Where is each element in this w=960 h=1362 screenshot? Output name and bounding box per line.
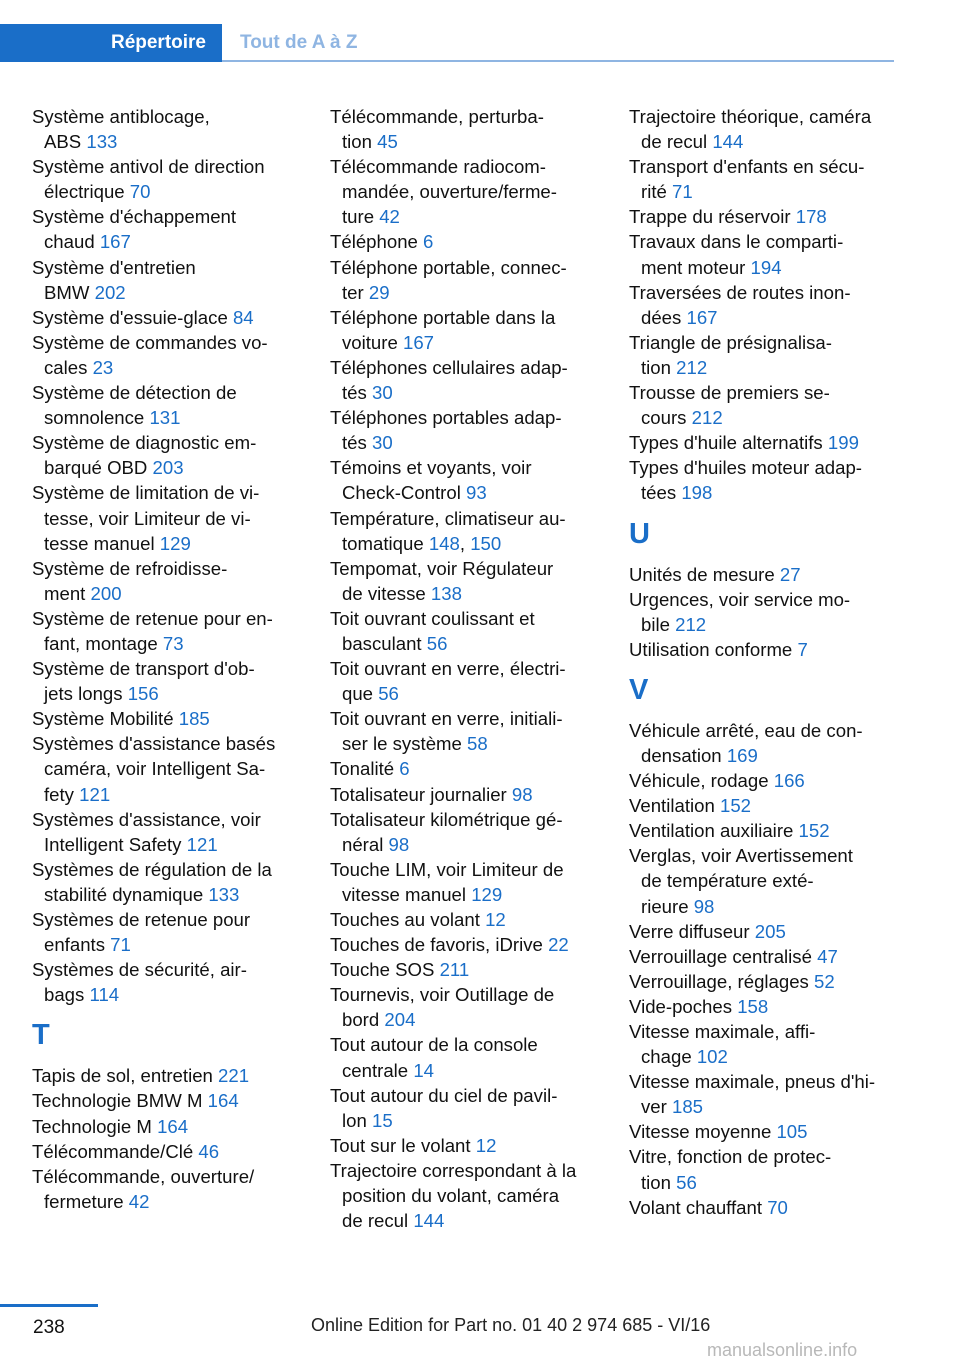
index-entry	[330, 1133, 620, 1158]
index-entry-text: Système d'entretien BMW	[32, 256, 196, 303]
index-entry-text: Témoins et voyants, voir Check-Control	[330, 457, 532, 504]
page-link[interactable]: 185	[178, 708, 210, 730]
index-entry	[32, 1114, 322, 1139]
index-entry	[330, 305, 620, 355]
index-entry-text: Ventilation	[629, 795, 720, 817]
page-link[interactable]: 203	[152, 457, 184, 479]
index-entry-text: Système antivol de direction électrique	[32, 156, 265, 203]
index-entry-text: Tout autour de la console centrale	[330, 1034, 538, 1081]
index-entry-text: Téléphone portable dans la voiture	[330, 306, 556, 353]
page-link[interactable]: 129	[159, 532, 191, 554]
index-entry-text: Téléphone	[330, 231, 424, 253]
index-entry-text: Systèmes de sécurité, air- bags	[32, 959, 247, 1006]
watermark: manualsonline.info	[707, 1340, 858, 1360]
index-entry-text: Vitesse maximale, affi- chage	[629, 1021, 816, 1068]
index-entry-text: Système de retenue pour en- fant, montage	[32, 607, 273, 654]
index-entry-text: Tout sur le volant	[330, 1134, 476, 1156]
index-column-1	[32, 104, 322, 1214]
index-entry-text: Unités de mesure	[629, 563, 780, 585]
index-entry	[330, 455, 620, 505]
index-entry-text: Tempomat, voir Régulateur de vitesse	[330, 557, 554, 604]
page-link[interactable]: 169	[726, 744, 758, 766]
index-entry-text: Système de transport d'ob- jets longs	[32, 658, 255, 705]
page-link[interactable]: 158	[737, 995, 769, 1017]
index-entry: Température, climatiseur au- tomatique 148, 150	[330, 507, 566, 554]
index-entry	[629, 1195, 919, 1220]
index-entry-text: Télécommande, ouverture/ fermeture	[32, 1165, 255, 1212]
page-link[interactable]: 212	[676, 356, 708, 378]
page-link[interactable]: 167	[686, 306, 718, 328]
index-entry	[32, 606, 322, 656]
index-entry	[629, 944, 919, 969]
page-link[interactable]: 205	[754, 920, 786, 942]
index-entry	[330, 782, 620, 807]
page-link[interactable]: 166	[773, 770, 805, 792]
index-entry-text: Vide-poches	[629, 995, 738, 1017]
page-link[interactable]: 93	[466, 482, 487, 504]
index-entry-text: Verre diffuseur	[629, 920, 755, 942]
index-entry	[32, 255, 322, 305]
section-letter-u: U	[629, 517, 650, 550]
page-link[interactable]: 164	[207, 1090, 239, 1112]
page-link[interactable]: 121	[79, 783, 111, 805]
index-entry	[32, 330, 322, 380]
index-entry-text: Télécommande/Clé	[32, 1140, 199, 1162]
index-entry-text: Transport d'enfants en sécu- rité	[629, 156, 865, 203]
page-link[interactable]: 98	[388, 833, 410, 855]
index-entry	[330, 706, 620, 756]
tab-tout-de-a-a-z[interactable]: Tout de A à Z	[240, 32, 358, 53]
page-link[interactable]: 23	[92, 356, 114, 378]
index-entry	[629, 154, 919, 204]
index-entry-text: Ventilation auxiliaire	[629, 820, 799, 842]
index-entry	[330, 932, 620, 957]
page-link[interactable]: 200	[90, 582, 122, 604]
index-entry	[629, 587, 919, 637]
page-link[interactable]: 73	[162, 632, 184, 654]
index-entry-text: Tournevis, voir Outillage de bord	[330, 984, 555, 1031]
index-entry-text: Utilisation conforme	[629, 638, 798, 660]
index-entry-text: Vitesse maximale, pneus d'hi- ver	[629, 1071, 876, 1118]
index-entry	[629, 919, 919, 944]
index-entry-text: Trousse de premiers se- cours	[629, 382, 830, 429]
index-entry-text: Véhicule, rodage	[629, 770, 774, 792]
index-entry	[629, 104, 919, 154]
page-link[interactable]: 71	[110, 934, 131, 956]
index-entry	[330, 807, 620, 857]
page-link[interactable]: 70	[767, 1196, 788, 1218]
index-entry-text: Touche LIM, voir Limiteur de vitesse manuel	[330, 858, 564, 905]
index-entry-text: Trappe du réservoir	[629, 206, 796, 228]
page-link[interactable]: 84	[232, 306, 254, 328]
index-entry	[32, 154, 322, 204]
index-entry-text: Système de détection de somnolence	[32, 382, 237, 429]
index-entry	[32, 430, 322, 480]
index-entry-text: Verrouillage, réglages	[629, 970, 815, 992]
index-entry	[629, 718, 919, 768]
index-entry-text: Urgences, voir service mo- bile	[629, 588, 851, 635]
section-letter-t: T	[32, 1019, 50, 1052]
index-entry-text: Système Mobilité	[32, 708, 179, 730]
footer-rule	[0, 1304, 98, 1307]
page-link[interactable]: 156	[127, 683, 159, 705]
index-entry	[629, 1119, 919, 1144]
page-link[interactable]: 70	[129, 181, 151, 203]
page-link[interactable]: 212	[691, 407, 723, 429]
index-entry	[32, 1063, 322, 1088]
index-entry	[32, 104, 322, 154]
index-entry	[330, 355, 620, 405]
index-entry	[330, 857, 620, 907]
index-entry-text: Technologie BMW M	[32, 1090, 208, 1112]
index-entry-text: Système de diagnostic em- barqué OBD	[32, 432, 257, 479]
page-link[interactable]: 144	[413, 1210, 445, 1232]
index-entry	[32, 706, 322, 731]
index-entry	[629, 768, 919, 793]
index-entry-text: Système de commandes vo- cales	[32, 331, 268, 378]
header-bar	[0, 0, 960, 62]
index-entry	[32, 957, 322, 1007]
index-entry-text: Travaux dans le comparti- ment moteur	[629, 231, 844, 278]
index-entry	[330, 907, 620, 932]
page-link[interactable]: 167	[99, 231, 131, 253]
index-entry	[330, 556, 620, 606]
page-link[interactable]: 202	[94, 281, 126, 303]
index-entry-text: Tout autour du ciel de pavil- lon	[330, 1084, 558, 1131]
index-entry-text: Totalisateur journalier	[330, 783, 512, 805]
index-entry	[32, 380, 322, 430]
page-link[interactable]: 105	[776, 1121, 808, 1143]
index-entry-text: Types d'huile alternatifs	[629, 432, 828, 454]
index-entry-text: Véhicule arrêté, eau de con- densation	[629, 719, 863, 766]
page-link[interactable]: 98	[511, 783, 533, 805]
index-entry	[330, 1083, 620, 1133]
index-entry-text: Téléphones portables adap- tés	[330, 407, 562, 454]
index-entry	[629, 330, 919, 380]
index-entry-text: Trajectoire correspondant à la position du volant, caméra de recul	[330, 1159, 577, 1232]
page-link[interactable]: 6	[423, 231, 434, 253]
page-link[interactable]: 167	[402, 331, 435, 353]
page-link[interactable]: 133	[208, 883, 240, 905]
page-link[interactable]: 121	[186, 833, 218, 855]
index-entry-text: Vitesse moyenne	[629, 1121, 777, 1143]
page-link[interactable]: 56	[426, 632, 448, 654]
index-entry	[32, 480, 322, 555]
index-entry-text: Touches au volant	[330, 909, 486, 930]
page-link[interactable]: 56	[378, 683, 399, 705]
page-link[interactable]: 138	[430, 582, 462, 604]
index-column-2	[330, 104, 620, 1233]
page-link[interactable]: 144	[712, 131, 744, 153]
index-entry-text: Systèmes de régulation de la stabilité dynamique	[32, 858, 272, 905]
index-entry	[629, 843, 919, 918]
index-entry	[330, 756, 620, 781]
page-link[interactable]: 152	[798, 820, 830, 842]
index-entry-text: Téléphones cellulaires adap- tés	[330, 356, 568, 404]
index-entry-text: Vitre, fonction de protec- tion	[629, 1146, 832, 1193]
page-link[interactable]: 199	[827, 432, 859, 454]
index-entry	[32, 656, 322, 706]
index-entry	[629, 1019, 919, 1069]
index-entry	[330, 1032, 620, 1082]
index-entry	[330, 656, 620, 706]
page-link[interactable]: 131	[149, 407, 181, 429]
page-link[interactable]: 185	[672, 1096, 704, 1118]
index-entry	[330, 255, 620, 305]
page-link[interactable]: 148	[428, 532, 460, 554]
index-entry	[32, 857, 322, 907]
index-entry	[629, 204, 919, 229]
tab-repertoire[interactable]: Répertoire	[0, 24, 222, 62]
page-link[interactable]: 22	[548, 934, 569, 956]
index-entry-text: Triangle de présignalisa- tion	[629, 331, 832, 378]
index-entry	[629, 430, 919, 455]
index-entry	[629, 994, 919, 1019]
page-link[interactable]: 42	[379, 206, 400, 228]
index-entry-text: Volant chauffant	[629, 1196, 768, 1218]
page-link[interactable]: 29	[368, 281, 390, 303]
section-letter-v: V	[629, 673, 649, 706]
page-link[interactable]: 221	[218, 1065, 250, 1087]
index-entry	[330, 405, 620, 455]
page-link[interactable]: 211	[439, 959, 470, 981]
page-link[interactable]: 30	[371, 382, 393, 404]
index-entry-text: Types d'huiles moteur adap- tées	[629, 457, 863, 504]
page-link[interactable]: 178	[795, 206, 827, 228]
index-entry	[32, 1164, 322, 1214]
index-entry-text: Traversées de routes inon- dées	[629, 281, 851, 328]
index-entry-text: Température, climatiseur au- tomatique	[330, 507, 566, 554]
page-link[interactable]: 150	[470, 532, 502, 554]
index-entry-text: Système d'essuie-glace	[32, 306, 233, 328]
index-entry	[32, 1139, 322, 1164]
index-entry-text: Système de refroidisse- ment	[32, 557, 228, 604]
page-link[interactable]: 152	[719, 795, 752, 817]
page-link[interactable]: 46	[198, 1140, 220, 1162]
index-entry	[330, 104, 620, 154]
index-entry-text: Système antiblocage, ABS	[32, 106, 210, 153]
index-entry	[629, 1144, 919, 1194]
page-link[interactable]: 133	[86, 131, 118, 153]
index-entry	[629, 562, 919, 587]
index-entry-text: Système d'échappement chaud	[32, 206, 237, 253]
index-entry	[32, 556, 322, 606]
index-entry	[32, 305, 322, 330]
index-entry-text: Systèmes d'assistance, voir Intelligent Safety	[32, 808, 261, 855]
index-entry-text: Technologie M	[32, 1115, 158, 1137]
index-entry-text: Télécommande, perturba- tion	[330, 106, 544, 153]
page-link[interactable]: 42	[128, 1190, 150, 1212]
index-entry-text: Trajectoire théorique, caméra de recul	[629, 106, 872, 153]
page-link[interactable]: 194	[750, 256, 782, 278]
index-entry-text: Toit ouvrant en verre, initiali- ser le système	[330, 708, 563, 755]
page-link[interactable]: 129	[471, 883, 503, 905]
page-link[interactable]: 47	[817, 945, 838, 967]
index-entry	[330, 1158, 620, 1233]
index-entry-text: Totalisateur kilométrique gé- néral	[330, 808, 563, 855]
page-link[interactable]: 204	[384, 1009, 416, 1031]
page-link[interactable]: 6	[399, 758, 410, 780]
index-entry-text: Toit ouvrant coulissant et basculant	[330, 607, 535, 654]
index-entry	[629, 818, 919, 843]
page-link[interactable]: 30	[371, 432, 393, 454]
page-link[interactable]: 102	[696, 1046, 728, 1068]
index-entry-text: Toit ouvrant en verre, électri- que	[330, 658, 566, 705]
page-link[interactable]: 98	[693, 895, 715, 917]
index-entry-text: Système de limitation de vi- tesse, voir Limiteur de vi- tesse manuel	[32, 482, 260, 554]
page-link[interactable]: 71	[672, 181, 693, 203]
index-entry	[629, 229, 919, 279]
index-entry	[629, 1069, 919, 1119]
page-link[interactable]: 198	[681, 482, 713, 504]
page-link[interactable]: 114	[89, 984, 120, 1006]
page-number: 238	[33, 1317, 65, 1338]
index-entry	[330, 154, 620, 229]
index-entry-text: Télécommande radiocom- mandée, ouverture/ferme- ture	[330, 156, 557, 228]
index-entry-text: Tonalité	[330, 758, 400, 780]
header-divider	[222, 60, 894, 62]
index-entry-text: Systèmes de retenue pour enfants	[32, 909, 251, 956]
page-link[interactable]: 52	[814, 970, 835, 992]
index-entry-text: Touche SOS	[330, 959, 440, 981]
page-link[interactable]: 164	[157, 1115, 189, 1137]
index-entry-text: Tapis de sol, entretien	[32, 1065, 219, 1087]
index-entry	[629, 793, 919, 818]
page-link[interactable]: 56	[676, 1171, 697, 1193]
edition-note: Online Edition for Part no. 01 40 2 974 685 - VI/16	[311, 1315, 711, 1335]
index-entry-text: Systèmes d'assistance basés caméra, voir Intelligent Sa- fety	[32, 733, 276, 805]
index-entry	[629, 455, 919, 505]
index-entry	[629, 637, 919, 662]
index-entry-text: Verglas, voir Avertissement de température exté- rieure	[629, 845, 853, 917]
index-column-3	[629, 104, 919, 1220]
page-link[interactable]: 27	[779, 563, 801, 585]
page-link[interactable]: 12	[485, 909, 506, 930]
index-entry	[330, 229, 620, 254]
index-entry	[32, 1088, 322, 1113]
index-entry-text: Touches de favoris, iDrive	[330, 934, 549, 956]
page-link[interactable]: 15	[371, 1109, 393, 1131]
page-link[interactable]: 212	[675, 613, 707, 635]
index-entry	[32, 731, 322, 806]
index-entry	[330, 982, 620, 1032]
page-link[interactable]: 14	[413, 1059, 435, 1081]
page-link[interactable]: 12	[475, 1134, 497, 1156]
index-entry	[330, 606, 620, 656]
page-link[interactable]: 7	[797, 638, 808, 660]
index-entry-text: Téléphone portable, connec- ter	[330, 256, 567, 303]
index-entry	[629, 969, 919, 994]
index-entry	[629, 280, 919, 330]
index-entry	[330, 957, 620, 982]
page-link[interactable]: 45	[377, 131, 398, 153]
index-entry	[32, 907, 322, 957]
index-entry	[32, 204, 322, 254]
index-entry	[629, 380, 919, 430]
index-entry	[32, 807, 322, 857]
index-entry-text: Verrouillage centralisé	[629, 945, 818, 967]
page-link[interactable]: 58	[467, 733, 488, 755]
